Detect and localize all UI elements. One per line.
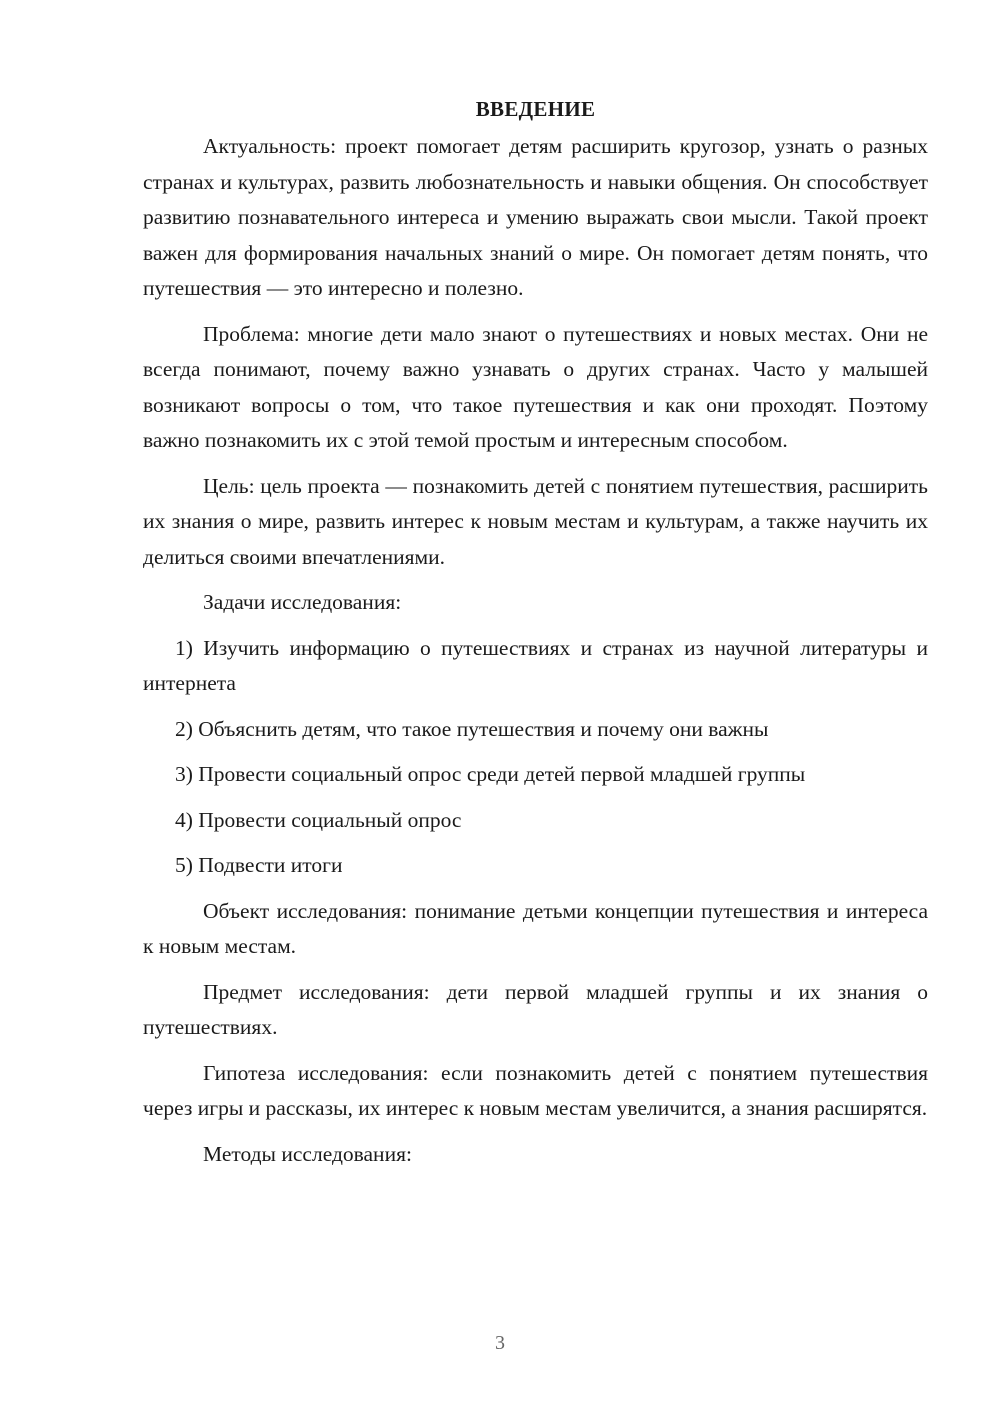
paragraph-goal: Цель: цель проекта — познакомить детей с понятием путешествия, расширить их знания о мире, развить интерес к новым местам и культурам, а также научить их делиться своими впечатлениями. <box>143 473 928 569</box>
methods-heading: Методы исследования: <box>203 1141 412 1166</box>
paragraph-problem: Проблема: многие дети мало знают о путешествиях и новых местах. Они не всегда понимают, почему важно узнавать о других странах. Часто у малышей возникают вопросы о том, что такое путешествия и как они проходят. Поэтому важно познакомить их с этой темой простым и интересным способом. <box>143 321 928 452</box>
paragraph-hypothesis: Гипотеза исследования: если познакомить детей с понятием путешествия через игры и рассказы, их интерес к новым местам увеличится, а знания расширятся. <box>143 1060 928 1120</box>
tasks-heading: Задачи исследования: <box>203 590 402 614</box>
list-item: 3) Провести социальный опрос среди детей первой младшей группы <box>175 762 806 786</box>
paragraph-relevance: Актуальность: проект помогает детям расширить кругозор, узнать о разных странах и культурах, развить любознательность и навыки общения. Он способствует развитию познавательного интереса и умению выражать свои мысли. Такой проект важен для формирования начальных знаний о мире. Он помогает детям понять, что путешествия — это интересно и полезно. <box>143 134 928 300</box>
tasks-list <box>143 631 928 884</box>
document-page <box>143 92 928 1182</box>
paragraph-subject: Предмет исследования: дети первой младшей группы и их знания о путешествиях. <box>143 979 928 1039</box>
list-item: 2) Объяснить детям, что такое путешествия и почему они важны <box>175 716 769 741</box>
list-item: 5) Подвести итоги <box>175 853 343 877</box>
list-item: 1) Изучить информацию о путешествиях и странах из научной литературы и интернета <box>143 635 928 695</box>
list-item: 4) Провести социальный опрос <box>175 807 462 832</box>
paragraph-object: Объект исследования: понимание детьми концепции путешествия и интереса к новым местам. <box>143 898 928 958</box>
section-title: ВВЕДЕНИЕ <box>475 97 596 121</box>
page-number: 3 <box>495 1332 505 1354</box>
